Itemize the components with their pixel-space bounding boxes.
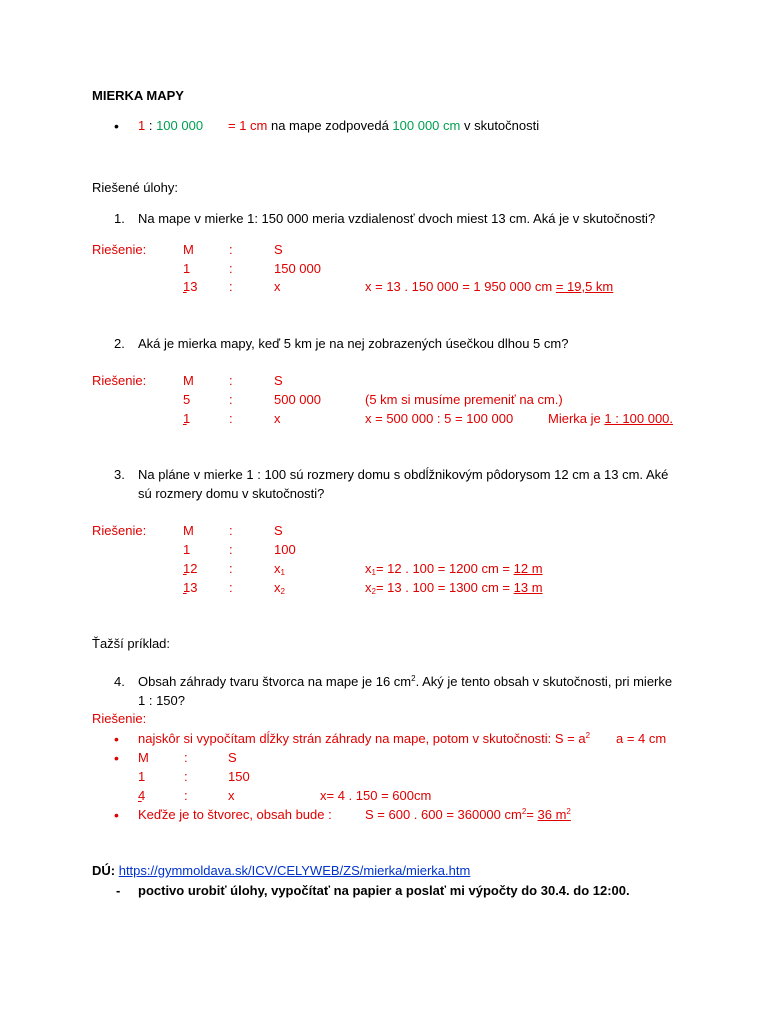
proportion-value: 150	[228, 769, 250, 784]
proportion-value: 1	[138, 769, 146, 784]
solved-heading: Riešené úlohy:	[92, 180, 178, 195]
proportion-value: 150 000	[274, 261, 321, 276]
column-m: M	[138, 750, 149, 765]
calculation: S = 600 . 600 = 360000 $cm^2= 36$ $m^2$	[365, 807, 571, 822]
bullet-icon: •	[114, 807, 119, 823]
column-colon: :	[229, 261, 233, 276]
bullet-icon: •	[114, 731, 119, 747]
calculation: $x_2= 13$ . 100 = 1300 cm = 13 m	[365, 580, 543, 596]
solution-label: Riešenie:	[92, 373, 147, 388]
proportion-row-underlined: 4 : x	[138, 788, 235, 803]
scale-definition: 1 : 100 000	[138, 118, 204, 133]
task-number: 1.	[114, 211, 125, 226]
solution-label: Riešenie:	[92, 242, 147, 257]
column-colon: :	[184, 769, 188, 784]
column-colon: :	[229, 523, 233, 538]
column-colon: :	[229, 242, 233, 257]
proportion-row-underlined: 1 : x	[183, 411, 281, 426]
proportion-value: 1	[183, 542, 191, 557]
task-text: 1 : 150?	[138, 693, 185, 708]
solution-label: Riešenie:	[92, 711, 147, 726]
page-title: MIERKA MAPY	[92, 88, 184, 103]
proportion-row-underlined: 12 : $x_1$	[183, 561, 285, 577]
bullet-icon: •	[114, 750, 119, 766]
column-s: S	[274, 373, 283, 388]
calculation: x= 4 . 150 = 600cm	[320, 788, 432, 803]
scale-definition-meaning: = 1 cm na mape zodpovedá 100 000 cm v skutočnosti	[228, 118, 540, 133]
task-number: 4.	[114, 674, 125, 689]
column-colon: :	[229, 392, 233, 407]
column-colon: :	[184, 750, 188, 765]
result: Mierka je 1 : 100 000.	[548, 411, 674, 426]
task-text: sú rozmery domu v skutočnosti?	[138, 486, 325, 501]
proportion-value: 1	[183, 261, 191, 276]
column-s: S	[274, 523, 283, 538]
column-s: S	[274, 242, 283, 257]
solution-step: Keďže je to štvorec, obsah bude :	[138, 807, 332, 822]
proportion-row-underlined: 13 : $x_2$	[183, 580, 285, 596]
proportion-row-underlined: 13 : x	[183, 279, 281, 294]
homework-line: DÚ: https://gymmoldava.sk/ICV/CELYWEB/ZS/mierka/mierka.htm	[92, 863, 471, 878]
column-m: M	[183, 523, 194, 538]
column-m: M	[183, 373, 194, 388]
task-number: 3.	[114, 467, 125, 482]
side-length: a = 4 cm	[616, 731, 667, 746]
proportion-value: 100	[274, 542, 296, 557]
solution-step: najskôr si vypočítam dĺžky strán záhrady na mape, potom v skutočnosti: $S = a^2$	[138, 731, 591, 746]
calculation: x = 500 000 : 5 = 100 000	[365, 411, 514, 426]
proportion-value: 5	[183, 392, 191, 407]
homework-link[interactable]: https://gymmoldava.sk/ICV/CELYWEB/ZS/mierka/mierka.htm	[118, 863, 471, 878]
task-text: Aká je mierka mapy, keď 5 km je na nej zobrazených úsečkou dlhou 5 cm?	[138, 336, 569, 351]
task-text: Na mape v mierke 1: 150 000 meria vzdialenosť dvoch miest 13 cm. Aká je v skutočnosti?	[138, 211, 656, 226]
proportion-value: 500 000	[274, 392, 321, 407]
bullet-icon: •	[114, 118, 119, 134]
task-number: 2.	[114, 336, 125, 351]
calculation: $x_1= 12$ . 100 = 1200 cm = 12 m	[365, 561, 543, 577]
solution-label: Riešenie:	[92, 523, 147, 538]
harder-heading: Ťažší príklad:	[92, 636, 171, 651]
column-m: M	[183, 242, 194, 257]
calculation: x = 13 . 150 000 = 1 950 000 cm = 19,5 km	[365, 279, 614, 294]
dash-bullet: -	[116, 883, 121, 898]
column-s: S	[228, 750, 237, 765]
column-colon: :	[229, 373, 233, 388]
conversion-note: (5 km si musíme premeniť na cm.)	[365, 392, 563, 407]
column-colon: :	[229, 542, 233, 557]
task-text: Na pláne v mierke 1 : 100 sú rozmery domu s obdĺžnikovým pôdorysom 12 cm a 13 cm. Aké	[138, 467, 669, 482]
homework-instruction: poctivo urobiť úlohy, vypočítať na papier a poslať mi výpočty do 30.4. do 12:00.	[138, 883, 630, 898]
task-text: Obsah záhrady tvaru štvorca na mape je 16 $cm^2$. Aký je tento obsah v skutočnosti, pri mierke	[138, 674, 673, 689]
